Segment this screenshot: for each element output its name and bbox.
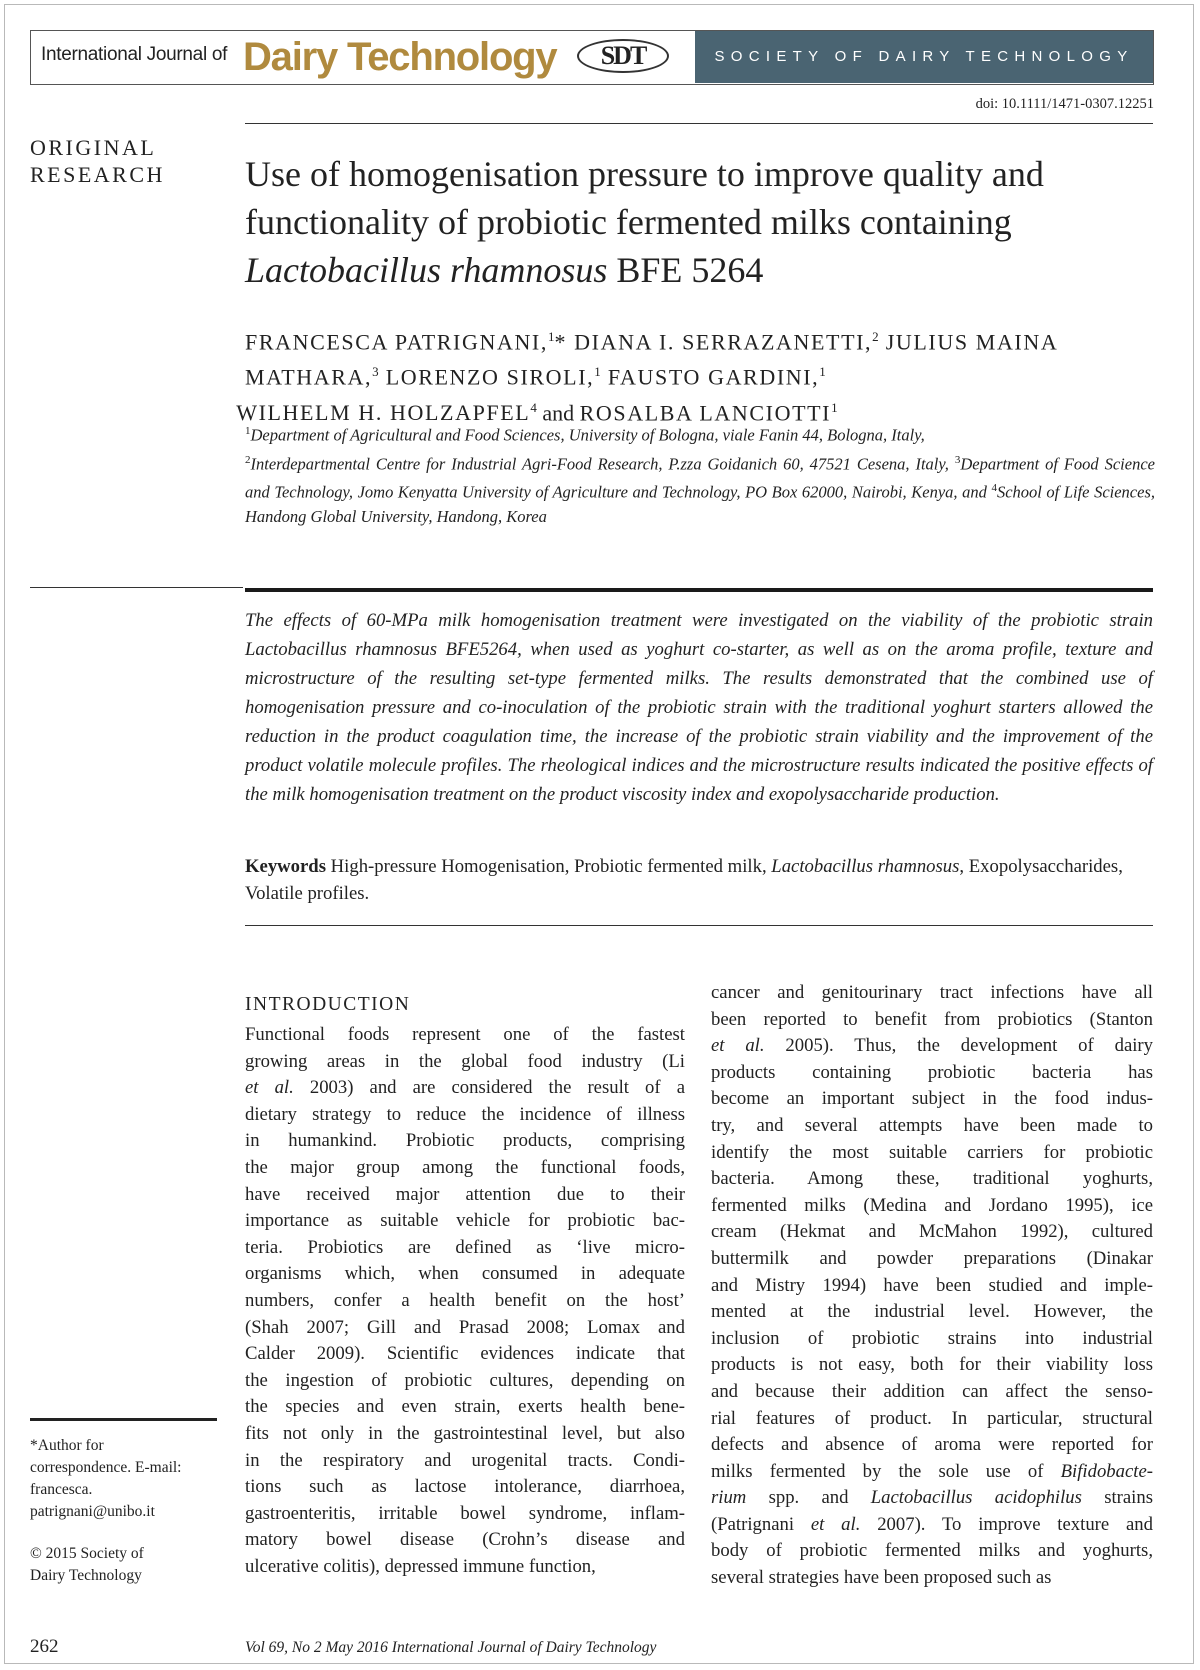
- running-footer: Vol 69, No 2 May 2016 International Journal of Dairy Technology: [245, 1639, 657, 1656]
- keywords-species: Lactobacillus rhamnosus: [771, 856, 960, 877]
- body-line: mented at the industrial level. However, the: [711, 1301, 1153, 1323]
- body-line: products is not easy, both for their viability loss: [711, 1354, 1153, 1376]
- abstract: The effects of 60-MPa milk homogenisation treatment were investigated on the viability of the probiotic strain Lactobacillus rhamnosus BFE5264, when used as yoghurt co-starter, as well as on the aroma profile, texture and microstructure of the resulting set-type fermented milks. The results demonstrated that the combined use of homogenisation pressure and co-inoculation of the probiotic strain with the traditional yoghurt starters allowed the reduction in the product coagulation time, the increase of the probiotic strain viability and the improvement of the product volatile molecule profiles. The rheological indices and the microstructure results indicated the positive effects of the milk homogenisation treatment on the product viscosity index and exopolysaccharide production.: [245, 610, 1153, 805]
- body-line: teria. Probiotics are defined as ‘live micro-: [245, 1236, 685, 1258]
- body-line: matory bowel disease (Crohn’s disease and: [245, 1529, 685, 1551]
- author-name: ROSALBA LANCIOTTI: [579, 399, 832, 425]
- body-line: cream (Hekmat and McMahon 1992), cultured: [711, 1221, 1153, 1243]
- doi[interactable]: doi: 10.1111/1471-0307.12251: [975, 96, 1154, 112]
- article-type-label: [30, 134, 165, 188]
- footnote-line[interactable]: patrignani@unibo.it: [30, 1503, 155, 1520]
- article-type-line: ORIGINAL: [30, 135, 157, 160]
- journal-banner: [30, 30, 1154, 85]
- body-line: dietary strategy to reduce the incidence of illness: [245, 1103, 685, 1125]
- body-line: organisms which, when consumed in adequate: [245, 1263, 685, 1285]
- author-name: LORENZO SIROLI,: [378, 364, 595, 390]
- title-strain: BFE 5264: [607, 250, 764, 290]
- affil-mark: 3: [954, 453, 961, 466]
- body-column-left: [245, 1022, 685, 1580]
- body-line: been reported to benefit from probiotics (Stanton: [711, 1008, 1153, 1030]
- body-line: have received major attention due to their: [245, 1183, 685, 1205]
- author-name: WILHELM H. HOLZAPFEL: [236, 399, 531, 425]
- affil-mark: 1: [245, 425, 251, 437]
- author-conjunction: and: [536, 399, 580, 425]
- author-name: FAUSTO GARDINI,: [600, 364, 820, 390]
- keywords-text: , Exopolysaccharides, Volatile profiles.: [245, 856, 1123, 904]
- body-column-right: [711, 980, 1153, 1592]
- society-name: SOCIETY OF DAIRY TECHNOLOGY: [695, 31, 1153, 83]
- body-line: rial features of product. In particular, structural: [711, 1407, 1153, 1429]
- body-line: et al. 2003) and are considered the result of a: [245, 1077, 685, 1099]
- body-line: rium spp. and Lactobacillus acidophilus strains: [711, 1487, 1153, 1509]
- journal-name: Dairy Technology: [243, 35, 557, 79]
- page-number: 262: [30, 1636, 59, 1657]
- body-line: growing areas in the global food industry (Li: [245, 1050, 685, 1072]
- body-line: milks fermented by the sole use of Bifidobacte-: [711, 1460, 1153, 1482]
- body-line: several strategies have been proposed such as: [711, 1567, 1052, 1589]
- body-line: Calder 2009). Scientific evidences indicate that: [245, 1343, 685, 1365]
- body-line: fermented milks (Medina and Jordano 1995), ice: [711, 1194, 1153, 1216]
- body-line: the major group among the functional foods,: [245, 1156, 685, 1178]
- author-affil-mark: 1: [547, 329, 555, 344]
- journal-masthead: [31, 31, 694, 83]
- affil-mark: 2: [245, 453, 251, 466]
- affiliation: Department of Agricultural and Food Sciences, University of Bologna, viale Fanin 44, Bologna, Italy,: [250, 425, 925, 445]
- body-line: defects and absence of aroma were reported for: [711, 1434, 1153, 1456]
- keywords-text: High-pressure Homogenisation, Probiotic fermented milk,: [325, 856, 772, 877]
- affil-mark: 4: [991, 482, 997, 494]
- body-line: Functional foods represent one of the fastest: [245, 1024, 685, 1045]
- affiliation: School of Life Sciences, Handong Global University, Handong, Korea: [245, 482, 1155, 526]
- body-line: become an important subject in the food indus-: [711, 1088, 1153, 1110]
- body-line: buttermilk and powder preparations (Dinakar: [711, 1247, 1153, 1269]
- author-affil-mark: 1: [819, 364, 826, 380]
- body-line: try, and several attempts have been made to: [711, 1114, 1153, 1136]
- body-line: tions such as lactose intolerance, diarrhoea,: [245, 1476, 685, 1498]
- affiliations: [245, 419, 1155, 529]
- abstract-rule: [245, 588, 1153, 592]
- keywords-label: Keywords: [245, 856, 326, 877]
- body-line: inclusion of probiotic strains into industrial: [711, 1327, 1153, 1349]
- body-line: cancer and genitourinary tract infections have all: [711, 982, 1153, 1003]
- correspondence-note: [30, 1435, 220, 1523]
- corresponding-mark: *: [554, 329, 568, 355]
- body-line: in the respiratory and urogenital tracts. Condi-: [245, 1449, 685, 1471]
- body-line: products containing probiotic bacteria has: [711, 1061, 1153, 1083]
- body-line: (Patrignani et al. 2007). To improve texture and: [711, 1513, 1153, 1535]
- footnote-line: francesca.: [30, 1481, 93, 1498]
- body-line: the species and even strain, exerts health bene-: [245, 1396, 685, 1418]
- body-line: the ingestion of probiotic cultures, depending on: [245, 1369, 685, 1391]
- journal-prefix: International Journal of: [41, 44, 228, 65]
- sdt-logo: SDT: [577, 39, 669, 73]
- divider: [30, 587, 243, 588]
- body-line: ulcerative colitis), depressed immune function,: [245, 1555, 596, 1577]
- affiliation: Department of Food Science and Technology, Jomo Kenyatta University of Agriculture and Technology, PO Box 62000, Nairobi, Kenya, and: [245, 454, 1155, 502]
- title-line: Use of homogenisation pressure to improve quality and: [245, 154, 1044, 194]
- author-list: [236, 322, 1155, 428]
- affiliation: Interdepartmental Centre for Industrial Agri-Food Research, P.zza Goidanich 60, 47521 Cesena, Italy,: [250, 454, 955, 473]
- copyright-line: © 2015 Society of: [30, 1545, 144, 1562]
- author-affil-mark: 2: [872, 329, 879, 344]
- section-heading: INTRODUCTION: [245, 994, 411, 1015]
- author-name: JULIUS MAINA MATHARA,: [245, 329, 1058, 390]
- article-type-line: RESEARCH: [30, 162, 165, 187]
- footnote-line: correspondence. E-mail:: [30, 1459, 182, 1476]
- body-line: bacteria. Among these, traditional yoghurts,: [711, 1168, 1153, 1190]
- author-name: DIANA I. SERRAZANETTI,: [567, 329, 873, 355]
- body-line: et al. 2005). Thus, the development of dairy: [711, 1035, 1153, 1057]
- body-line: numbers, confer a health benefit on the host’: [245, 1289, 685, 1311]
- divider: [245, 925, 1153, 926]
- copyright: [30, 1543, 220, 1587]
- author-affil-mark: 3: [372, 364, 379, 380]
- body-line: identify the most suitable carriers for probiotic: [711, 1141, 1153, 1163]
- body-line: fits not only in the gastrointestinal level, but also: [245, 1422, 685, 1444]
- divider: [245, 123, 1153, 124]
- body-line: body of probiotic fermented milks and yoghurts,: [711, 1540, 1153, 1562]
- author-affil-mark: 1: [594, 364, 601, 380]
- body-line: gastroenteritis, irritable bowel syndrome, inflam-: [245, 1502, 685, 1524]
- title-line: functionality of probiotic fermented milks containing: [245, 202, 1012, 242]
- body-line: (Shah 2007; Gill and Prasad 2008; Lomax and: [245, 1316, 685, 1338]
- title-species: Lactobacillus rhamnosus: [245, 250, 608, 290]
- body-line: and because their addition can affect the senso-: [711, 1380, 1153, 1402]
- footnote-line: *Author for: [30, 1437, 104, 1454]
- body-line: and Mistry 1994) have been studied and imple-: [711, 1274, 1153, 1296]
- body-line: in humankind. Probiotic products, comprising: [245, 1130, 685, 1152]
- body-line: importance as suitable vehicle for probiotic bac-: [245, 1210, 685, 1232]
- footnote-rule: [30, 1418, 217, 1421]
- article-title: [245, 150, 1155, 294]
- author-affil-mark: 4: [530, 399, 537, 415]
- author-affil-mark: 1: [831, 399, 838, 415]
- copyright-line: Dairy Technology: [30, 1567, 142, 1584]
- author-name: FRANCESCA PATRIGNANI,: [245, 329, 548, 355]
- keywords: [245, 853, 1153, 907]
